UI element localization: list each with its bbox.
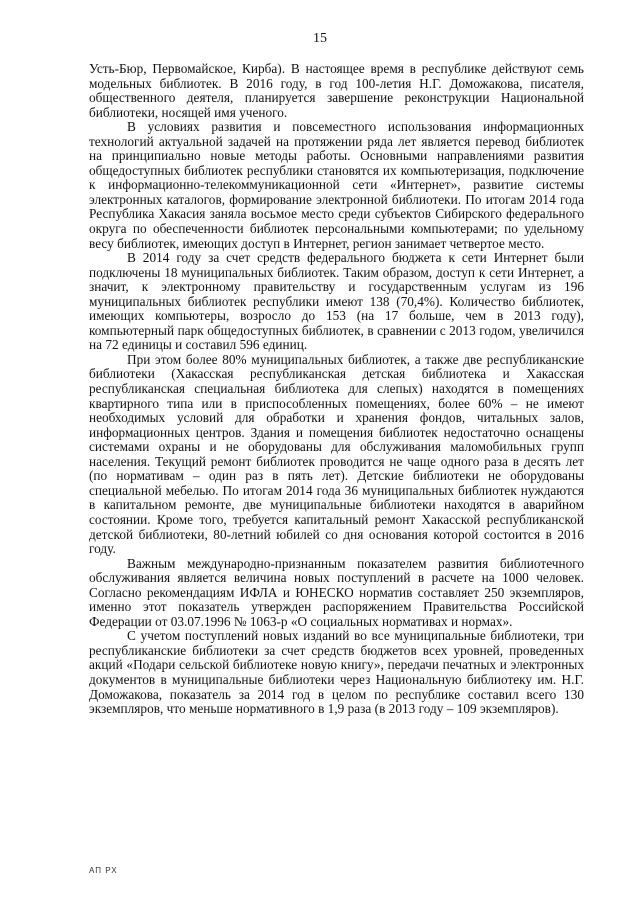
paragraph-it-development: В условиях развития и повсеместного использования информационных технологий актуальной задачей на протяжении ряда лет является перевод библиотек на принципиально новые методы работы. Основными направлениями развития общедоступных библиотек республики становятся их компьютеризация, подключение к информационно-телекоммуникационной сети «Интернет», развитие системы электронных каталогов, формирование электронной библиотеки. По итогам 2014 года Республика Хакасия заняла восьмое место среди субъектов Сибирского федерального округа по обеспеченности библиотек персональными компьютерами; по удельному весу библиотек, имеющих доступ в Интернет, регион занимает четвертое место. — [89, 119, 584, 251]
paragraph-continuation: Усть-Бюр, Первомайское, Кирба). В настоящее время в республике действуют семь модельных библиотек. В 2016 году, в год 100-летия Н.Г. Доможакова, писателя, общественного деятеля, планируется завершение реконструкции Национальной библиотеки, носящей имя ученого. — [89, 61, 584, 120]
paragraph-new-acquisitions-norm: Важным международно-признанным показателем развития библиотечного обслуживания является величина новых поступлений в расчете на 1000 человек. Согласно рекомендациям ИФЛА и ЮНЕСКО норматив составляет 250 экземпляров, именно этот показатель утвержден распоряжением Правительства Российской Федерации от 03.07.1996 № 1063-р «О социальных нормативах и нормах». — [89, 555, 584, 629]
paragraph-internet-connection: В 2014 году за счет средств федерального бюджета к сети Интернет были подключены 18 муниципальных библиотек. Таким образом, доступ к сети Интернет, а значит, к электронному правительству и государственным услугам из 196 муниципальных библиотек республики имеют 138 (70,4%). Количество библиотек, имеющих компьютеры, возросло до 153 (на 17 больше, чем в 2013 году), компьютерный парк общедоступных библиотек, в сравнении с 2013 годом, увеличился на 72 единицы и составил 596 единиц. — [89, 250, 584, 353]
page-number: 15 — [313, 31, 327, 46]
paragraph-library-premises: При этом более 80% муниципальных библиотек, а также две республиканские библиотеки (Хакасская республиканская детская библиотека и Хакасская республиканская специальная библиотека для слепых) находятся в помещениях квартирного типа или в приспособленных помещениях, более 60% – не имеют необходимых условий для обработки и хранения фондов, читальных залов, информационных центров. Здания и помещения библиотек недостаточно оснащены системами охраны и не оборудованы для обслуживания маломобильных групп населения. Текущий ремонт библиотек проводится не чаще одного раза в десять лет (по нормативам – один раз в пять лет). Детские библиотеки не оборудованы специальной мебелью. По итогам 2014 года 36 муниципальных библиотек нуждаются в капитальном ремонте, две муниципальные библиотеки находятся в аварийном состоянии. Кроме того, требуется капитальный ремонт Хакасской республиканской детской библиотеки, 80-летний юбилей со дня основания которой состоится в 2016 году. — [89, 351, 584, 557]
document-body — [89, 62, 584, 717]
archive-stamp: АП РХ — [89, 866, 118, 875]
paragraph-acquisitions-result: С учетом поступлений новых изданий во все муниципальные библиотеки, три республиканские библиотеки за счет средств бюджетов всех уровней, проведенных акций «Подари сельской библиотеке новую книгу», передачи печатных и электронных документов в муниципальные библиотеки через Национальную библиотеку им. Н.Г. Доможакова, показатель за 2014 год в целом по республике составил всего 130 экземпляров, что меньше нормативного в 1,9 раза (в 2013 году – 109 экземпляров). — [89, 628, 584, 717]
